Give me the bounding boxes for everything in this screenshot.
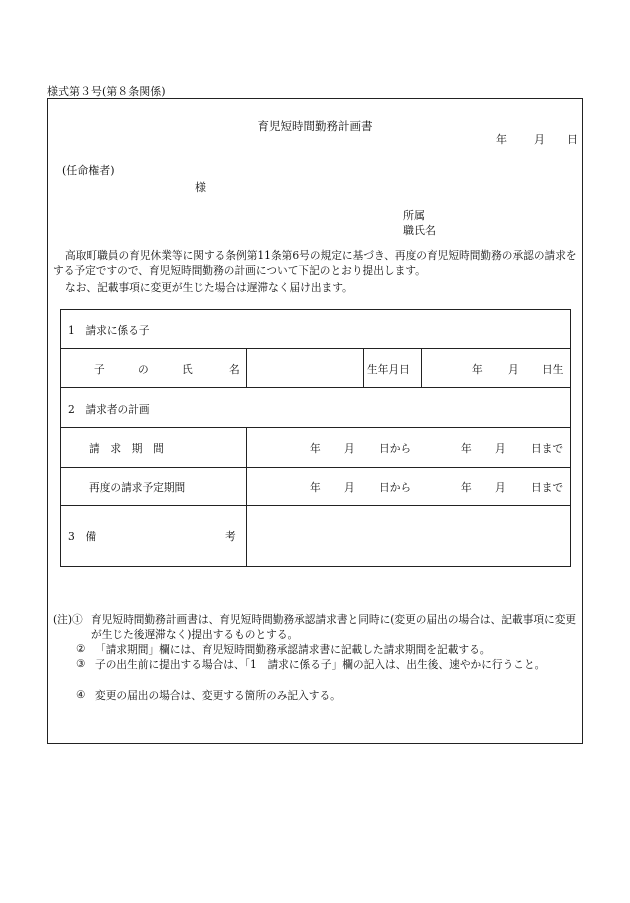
note-1: 育児短時間勤務計画書は、育児短時間勤務承認請求書と同時に(変更の届出の場合は、記載事項に変更が生じた後遅滞なく)提出するものとする。	[91, 613, 577, 641]
table-rule	[61, 427, 570, 428]
table-rule	[363, 348, 364, 387]
form-number: 様式第３号(第８条関係)	[47, 85, 166, 98]
table-rule	[61, 348, 570, 349]
child-name-label-char: 子	[94, 363, 105, 376]
note-4-mark: ④	[76, 688, 86, 701]
period-end-month: 月	[495, 442, 506, 455]
affiliation-label: 所属	[403, 209, 425, 222]
child-name-label-char: 氏	[182, 363, 193, 376]
document-title: 育児短時間勤務計画書	[257, 119, 373, 133]
notes-prefix: (注)①	[53, 613, 83, 626]
child-name-label-char: 名	[229, 363, 240, 376]
staff-name-label: 職氏名	[403, 224, 436, 237]
note-4: 変更の届出の場合は、変更する箇所のみ記入する。	[95, 689, 341, 702]
planned-end-day: 日まで	[531, 481, 564, 494]
planned-start-month: 月	[344, 481, 355, 494]
date-day-label: 日	[567, 133, 578, 146]
appointer-label: (任命権者)	[62, 164, 115, 177]
body-paragraph-2: なお、記載事項に変更が生じた場合は遅滞なく届け出ます。	[65, 281, 353, 294]
birth-day-label: 日生	[542, 363, 564, 376]
child-name-label-char: の	[138, 363, 149, 376]
section-2-heading: 2 請求者の計画	[68, 403, 150, 416]
date-month-label: 月	[534, 133, 545, 146]
planned-start-year: 年	[310, 481, 321, 494]
birth-month-label: 月	[508, 363, 519, 376]
planned-period-label: 再度の請求予定期間	[89, 481, 186, 494]
period-start-day: 日から	[379, 442, 412, 455]
birth-year-label: 年	[472, 363, 483, 376]
table-rule	[61, 505, 570, 506]
note-2-mark: ②	[76, 642, 86, 655]
note-2: 「請求期間」欄には、育児短時間勤務承認請求書に記載した請求期間を記載する。	[95, 643, 491, 656]
planned-end-year: 年	[461, 481, 472, 494]
planned-start-day: 日から	[379, 481, 412, 494]
planned-end-month: 月	[495, 481, 506, 494]
section-3-heading: 3 備	[68, 530, 97, 543]
table-rule	[421, 348, 422, 387]
body-paragraph-1: 高取町職員の育児休業等に関する条例第11条第6号の規定に基づき、再度の育児短時間勤務の承認の請求をする予定ですので、育児短時間勤務の計画について下記のとおり提出します。	[53, 249, 577, 277]
period-end-day: 日まで	[531, 442, 564, 455]
note-3: 子の出生前に提出する場合は、「1 請求に係る子」欄の記入は、出生後、速やかに行うこと。	[95, 658, 546, 671]
section-3-heading-suffix: 考	[225, 530, 236, 543]
request-period-label: 請 求 期 間	[89, 442, 164, 455]
table-rule	[246, 348, 247, 387]
period-end-year: 年	[461, 442, 472, 455]
period-start-month: 月	[344, 442, 355, 455]
plan-table	[60, 309, 571, 567]
table-rule	[246, 427, 247, 567]
birthdate-label: 生年月日	[367, 363, 410, 376]
table-rule	[61, 467, 570, 468]
table-rule	[61, 387, 570, 388]
section-1-heading: 1 請求に係る子	[68, 324, 150, 337]
note-3-mark: ③	[76, 657, 86, 670]
honorific: 様	[195, 181, 206, 194]
date-year-label: 年	[496, 133, 507, 146]
period-start-year: 年	[310, 442, 321, 455]
